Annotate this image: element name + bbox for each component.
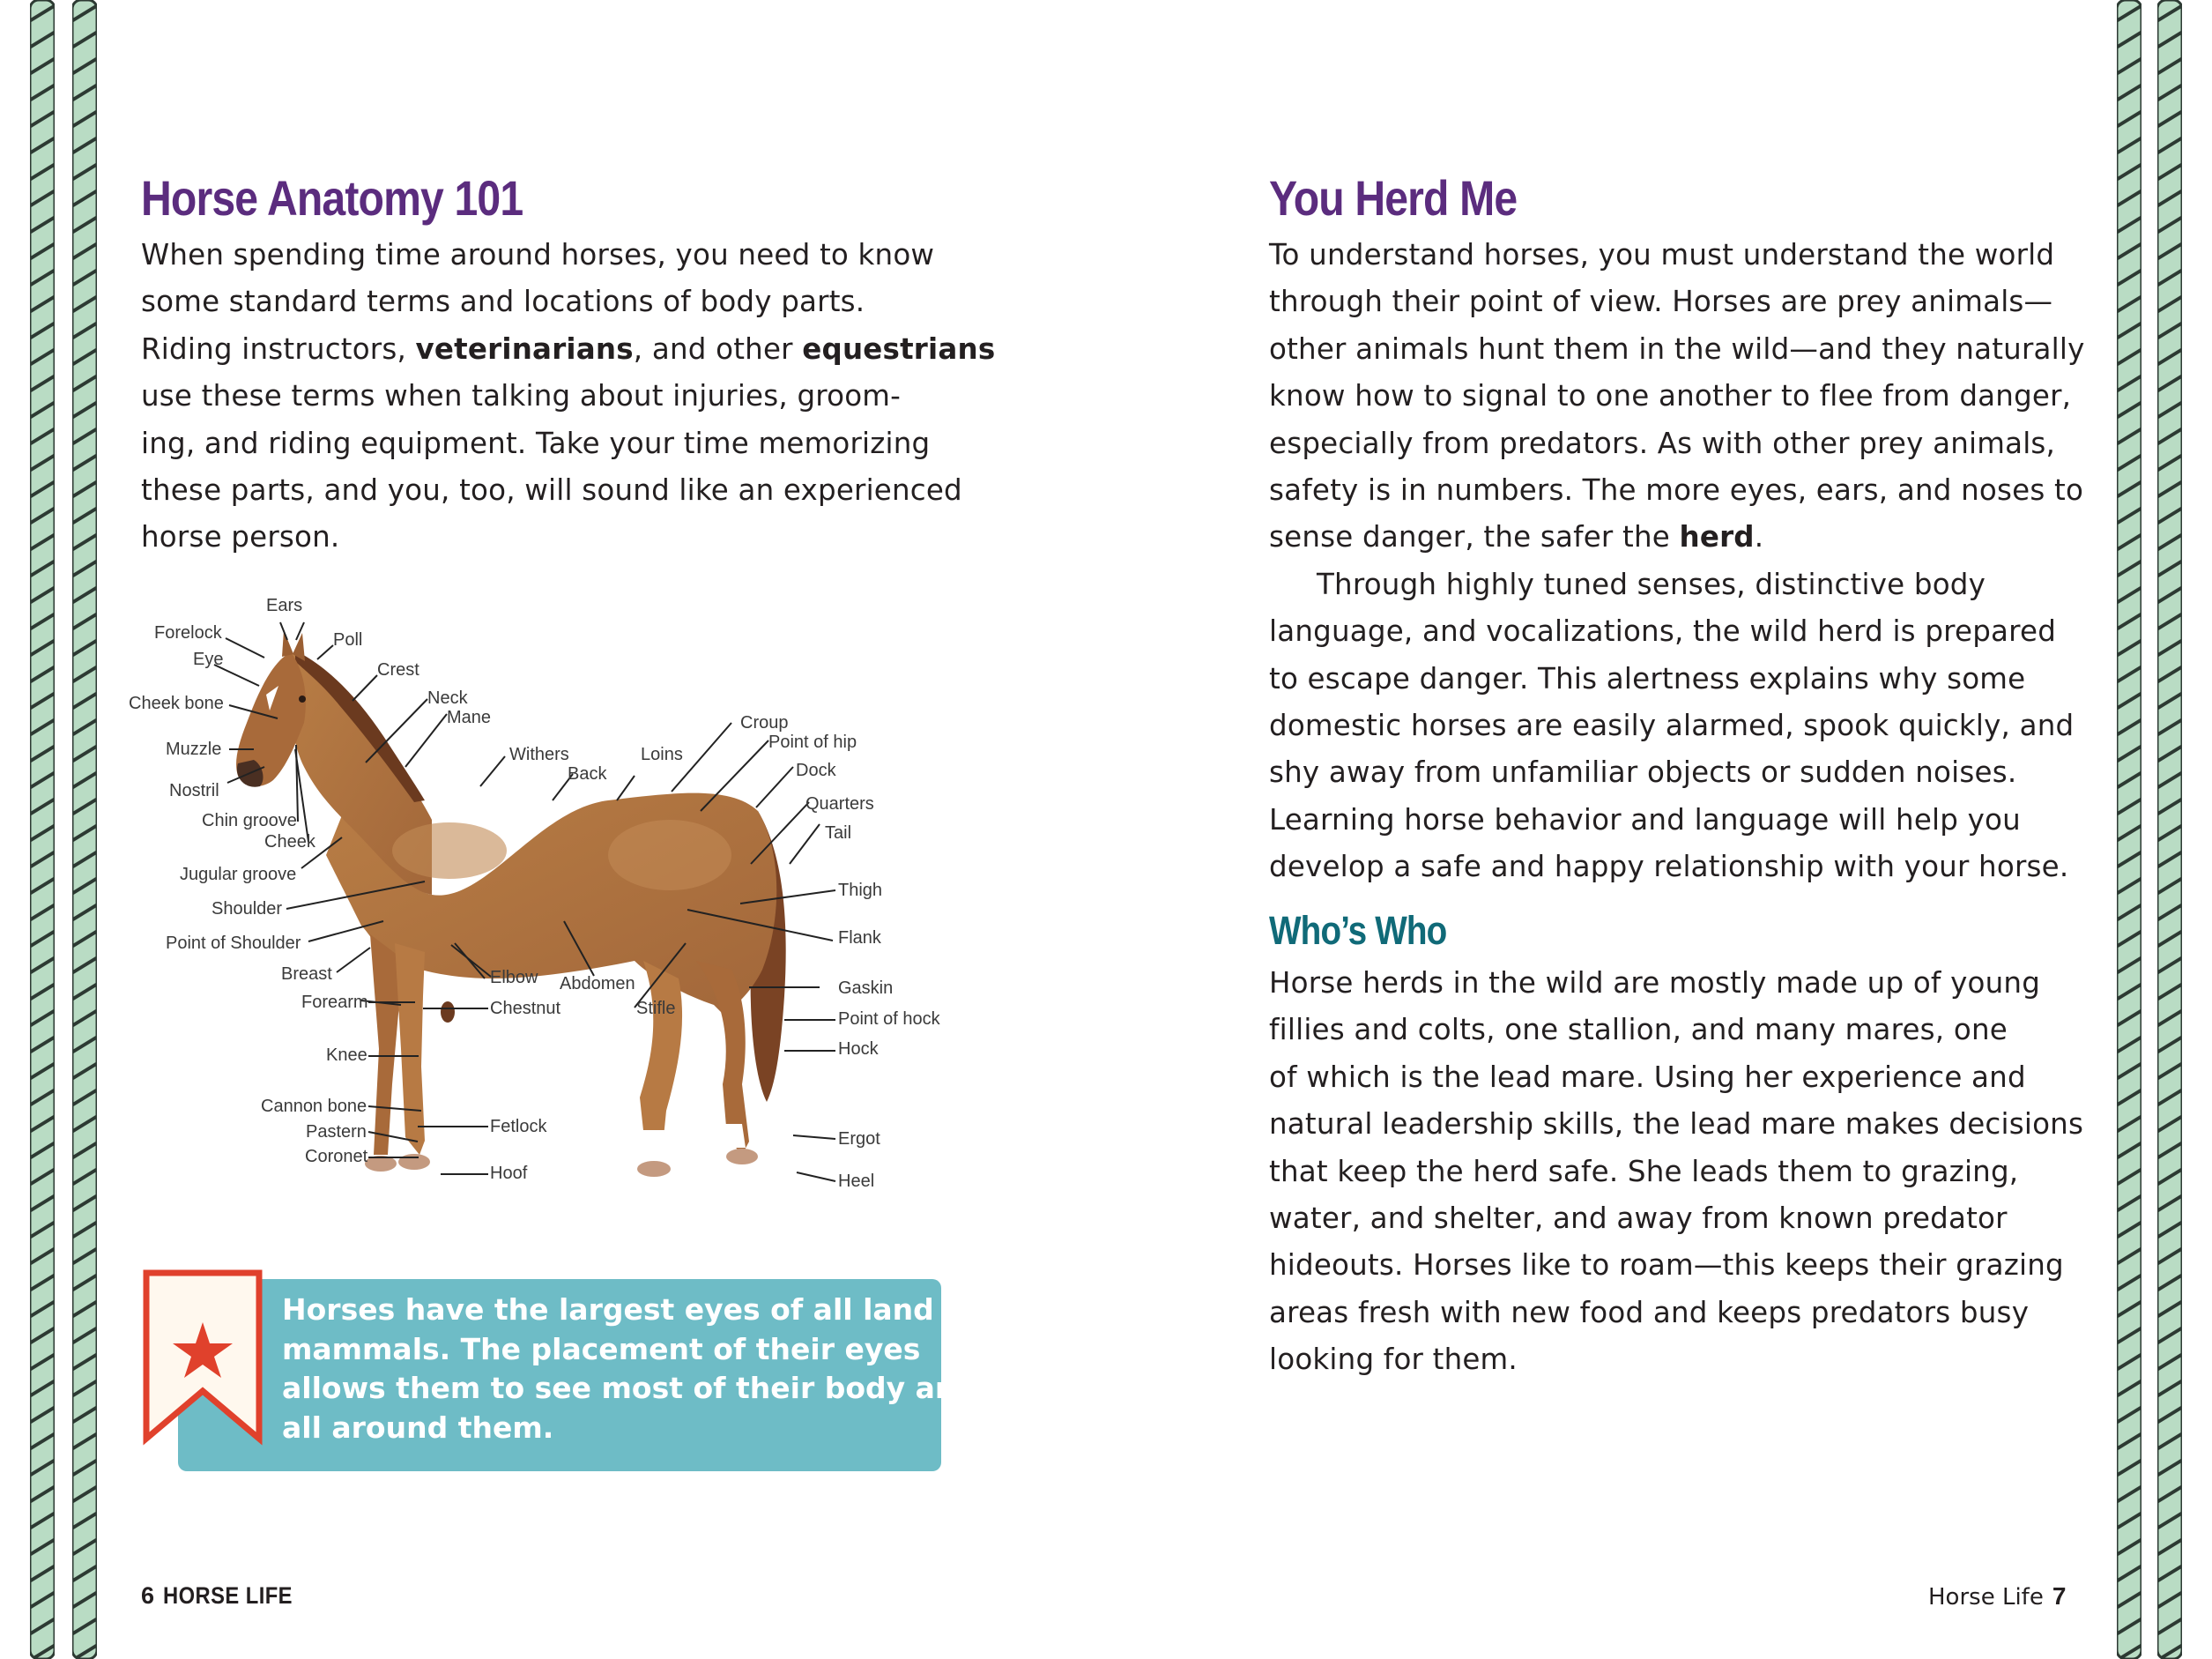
label-quarters: Quarters (805, 794, 874, 814)
callout-line: all around them. (282, 1410, 554, 1445)
horse-anatomy-diagram (115, 591, 961, 1208)
left-page-folio (141, 1582, 310, 1610)
anatomy-intro-paragraph (141, 232, 995, 562)
label-cheek-bone: Cheek bone (129, 694, 224, 713)
para1-line: especially from predators. As with other prey animals, (1269, 426, 2056, 460)
running-title-left: HORSE LIFE (163, 1582, 293, 1609)
para1-line: through their point of view. Horses are prey animals— (1269, 285, 2053, 319)
label-chestnut: Chestnut (490, 999, 561, 1018)
page-number-right: 7 (2052, 1582, 2067, 1610)
label-abdomen: Abdomen (560, 974, 635, 993)
label-muzzle: Muzzle (166, 740, 222, 759)
intro-line: When spending time around horses, you need to know (141, 238, 935, 272)
para3-line: water, and shelter, and away from known predator (1269, 1201, 2008, 1236)
intro-text-fragment: , and other (633, 331, 803, 366)
rope-border-right-outer (2157, 0, 2182, 1659)
label-flank: Flank (838, 928, 881, 948)
label-hoof: Hoof (490, 1164, 528, 1183)
intro-line: horse person. (141, 520, 340, 554)
rope-border-left-inner (72, 0, 97, 1659)
label-back: Back (568, 764, 607, 784)
label-forelock: Forelock (154, 623, 222, 643)
label-ergot: Ergot (838, 1129, 880, 1149)
para3-line: hideouts. Horses like to roam—this keeps their grazing (1269, 1248, 2064, 1283)
label-point-of-hip: Point of hip (768, 733, 857, 752)
label-poll: Poll (333, 630, 363, 650)
label-thigh: Thigh (838, 881, 883, 900)
herd-paragraph-3 (1269, 960, 2083, 1384)
intro-line: some standard terms and locations of body parts. (141, 285, 865, 319)
term-veterinarians: veterinarians (415, 331, 634, 366)
term-equestrians: equestrians (802, 331, 996, 366)
right-page-folio (1928, 1582, 2066, 1611)
callout-line: Horses have the largest eyes of all land (282, 1292, 934, 1327)
label-forearm: Forearm (301, 993, 368, 1012)
intro-line (141, 326, 995, 373)
label-stifle: Stifle (636, 999, 676, 1018)
label-neck: Neck (427, 688, 468, 708)
herd-paragraph-1 (1269, 232, 2085, 891)
intro-line: use these terms when talking about injuries, groom- (141, 379, 902, 413)
intro-line: ing, and riding equipment. Take your time memorizing (141, 426, 931, 460)
intro-line: these parts, and you, too, will sound like an experienced (141, 473, 962, 508)
label-eye: Eye (193, 650, 224, 669)
page-number-left: 6 (141, 1582, 155, 1609)
label-fetlock: Fetlock (490, 1117, 547, 1136)
label-cheek: Cheek (264, 832, 315, 852)
para3-line: looking for them. (1269, 1343, 1518, 1377)
label-coronet: Coronet (305, 1147, 368, 1166)
para3-line: Horse herds in the wild are mostly made up of young (1269, 966, 2041, 1000)
term-herd: herd (1679, 520, 1755, 554)
para1-period: . (1754, 520, 1764, 554)
callout-line: mammals. The placement of their eyes (282, 1331, 921, 1366)
label-pastern: Pastern (306, 1122, 367, 1142)
label-withers: Withers (509, 745, 569, 764)
para2-line: Through highly tuned senses, distinctive body (1317, 567, 1986, 601)
para1-line: other animals hunt them in the wild—and they naturally (1269, 331, 2085, 366)
right-page-heading: You Herd Me (1269, 170, 1518, 226)
label-crest: Crest (377, 660, 419, 680)
whos-who-subheading: Who’s Who (1269, 908, 1447, 953)
para3-line: of which is the lead mare. Using her experience and (1269, 1060, 2026, 1094)
para2-line: to escape danger. This alertness explains why some (1269, 661, 2026, 696)
para2-line: language, and vocalizations, the wild herd is prepared (1269, 614, 2057, 649)
label-knee: Knee (326, 1045, 367, 1065)
para2-line: domestic horses are easily alarmed, spook quickly, and (1269, 709, 2075, 743)
para3-line: natural leadership skills, the lead mare makes decisions (1269, 1107, 2084, 1142)
label-hock: Hock (838, 1039, 879, 1059)
label-heel: Heel (838, 1172, 875, 1191)
label-jugular-groove: Jugular groove (180, 865, 297, 884)
label-nostril: Nostril (169, 781, 219, 800)
label-shoulder: Shoulder (212, 899, 283, 919)
label-dock: Dock (796, 761, 836, 780)
label-croup: Croup (740, 713, 789, 733)
label-point-of-hock: Point of hock (838, 1009, 940, 1029)
para1-line (1269, 514, 2085, 561)
label-loins: Loins (641, 745, 683, 764)
label-elbow: Elbow (490, 968, 538, 987)
para3-line: fillies and colts, one stallion, and many mares, one (1269, 1013, 2008, 1047)
fact-callout-text (282, 1291, 977, 1447)
rope-border-right-inner (2117, 0, 2141, 1659)
para2-line: develop a safe and happy relationship with your horse. (1269, 850, 2069, 884)
label-tail: Tail (825, 823, 852, 843)
callout-line: allows them to see most of their body and (282, 1371, 977, 1405)
left-page-heading: Horse Anatomy 101 (141, 170, 523, 226)
star-ribbon-icon (143, 1269, 266, 1446)
para3-line: that keep the herd safe. She leads them to grazing, (1269, 1154, 2019, 1188)
para3-line: areas fresh with new food and keeps predators busy (1269, 1295, 2030, 1329)
rope-border-left-outer (30, 0, 55, 1659)
para1-line: safety is in numbers. The more eyes, ears, and noses to (1269, 473, 2084, 508)
label-mane: Mane (447, 708, 492, 727)
running-title-right: Horse Life (1928, 1584, 2044, 1611)
label-point-of-shoulder: Point of Shoulder (166, 934, 301, 953)
para1-line: To understand horses, you must understand the world (1269, 238, 2055, 272)
intro-text-fragment: Riding instructors, (141, 331, 416, 366)
para1-line: know how to signal to one another to flee from danger, (1269, 379, 2072, 413)
label-chin-groove: Chin groove (202, 811, 297, 830)
para2-line: Learning horse behavior and language will help you (1269, 802, 2021, 837)
para1-text-fragment: sense danger, the safer the (1269, 520, 1680, 554)
label-cannon-bone: Cannon bone (261, 1097, 367, 1116)
label-gaskin: Gaskin (838, 978, 894, 998)
label-breast: Breast (281, 964, 332, 984)
para2-line: shy away from unfamiliar objects or sudden noises. (1269, 755, 2017, 790)
label-ears: Ears (266, 596, 303, 615)
horse-illustration (236, 630, 789, 1177)
